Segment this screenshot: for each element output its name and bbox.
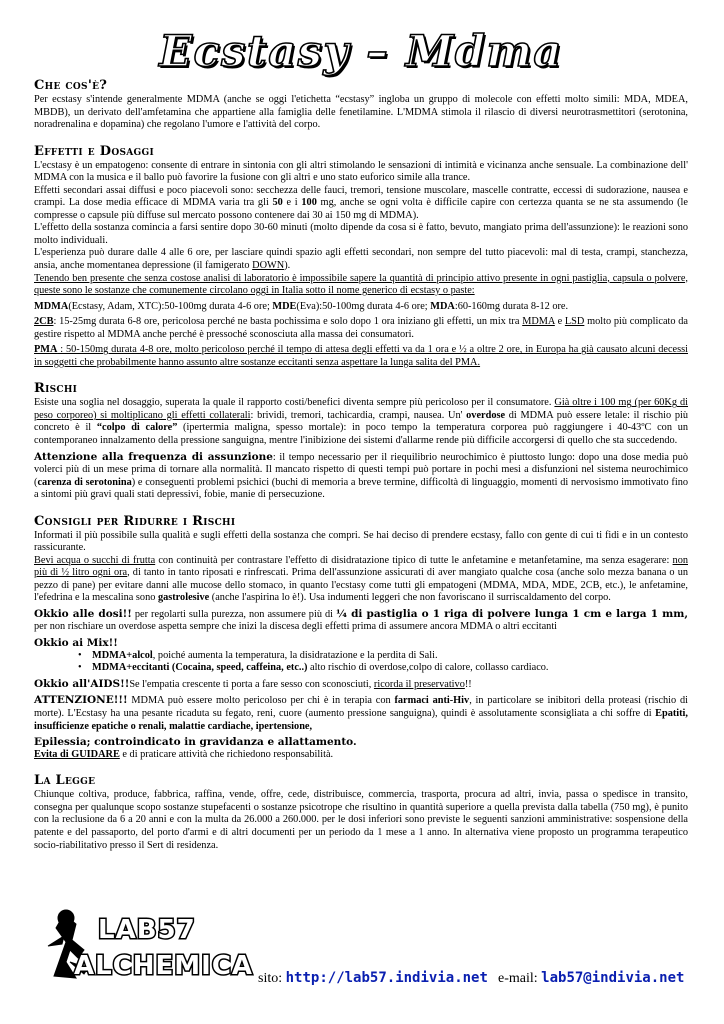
paragraph: L'effetto della sostanza comincia a farsi sentire dopo 30-60 minuti (molto dipende da cosa si è fatto, bevuto, mangiato prima dell'assunzione): le reazioni sono molto individuali. <box>34 222 688 246</box>
paragraph: Per ecstasy s'intende generalmente MDMA (anche se oggi l'etichetta “ecstasy” ingloba un gruppo di molecole con effetti molto simili: MDA, MDEA, MBDB), un derivato dell'amfetamina che appartiene alla famiglia delle fenetilamine. L'MDMA stimola il rilascio di diversi neurotrasmettitori (serotonina, noradrenalina e dopamina) che regolano l'umore e l'attività del corpo. <box>34 94 688 131</box>
paragraph: Epilessia; controindicato in gravidanza e allattamento. <box>34 736 357 749</box>
dose-mdma: MDMA(Ecstasy, Adam, XTC):50-100mg durata 4-6 ore; MDE(Eva):50-100mg durata 4-6 ore; MDA:60-160mg durata 8-12 ore. <box>34 300 569 312</box>
paragraph: Attenzione alla frequenza di assunzione: il tempo necessario per il riequilibrio neurochimico è piuttosto lungo: dopo una dose media può volerci più di un mese prima di tornare alla normalità. Il mancato rispetto di questi tempi può portare in pochi mesi a disfunzioni nel sistema neurochimico (carenza di serotonina) e conseguenti problemi psichici (buchi di memoria a breve termine, difficoltà di linguaggio, momenti di nervosismo immotivato fino a sintomi più gravi quali stati depressivi, fobie, manie di persecuzione. <box>34 450 689 501</box>
section-legge <box>34 774 688 852</box>
mix-heading: Okkio ai Mix!! <box>34 637 118 650</box>
email-line: e-mail: lab57@indivia.net <box>498 970 685 986</box>
logo-text-alchemica: ALCHEMICA <box>74 951 254 981</box>
dose-2cb: 2CB: 15-25mg durata 6-8 ore, pericolosa perché ne basta pochissima e solo dopo 1 ora iniziano gli effetti, un mix tra MDMA e LSD molto più complicato da gestire rispetto al MDMA anche perché è pressoché sconosciuta alla massa dei consumatori. <box>34 316 688 340</box>
section-heading: Che cos'è? <box>34 78 108 94</box>
paragraph: Effetti secondari assai diffusi e poco piacevoli sono: secchezza delle fauci, tremori, tensione muscolare, mascelle contratte, eccessi di sudorazione, nausea e crampi. La dose media efficace di MDMA varia tra gli 50 e i 100 mg, anche se ogni volta è difficile capire con certezza quanta se ne sta assumendo (le compresse o capsule più diffuse sul mercato possono contenere dai 30 ai 150 mg di MDMA). <box>34 184 688 221</box>
email-link[interactable]: lab57@indivia.net <box>541 970 685 986</box>
paragraph: Evita di GUIDARE e di praticare attività che richiedono responsabilità. <box>34 748 334 760</box>
lab57-alchemica-logo <box>36 906 254 986</box>
page-title: Ecstasy – Mdma <box>159 27 563 77</box>
section-heading: Rischi <box>34 381 78 397</box>
paragraph: Chiunque coltiva, produce, fabbrica, raffina, vende, offre, cede, distribuisce, commercia, trasporta, procura ad altri, invia, passa o spedisce in transito, consegna per qualunque scopo sostanze stupefacenti o sostanze psicotrope che risultino in quantità superiore a quella prevista dalla tabella (750 mg), è punito con la reclusione da 6 a 20 anni e con la multa da 26.000 a 260.000. per le dosi inferiori sono previste le seguenti sanzioni amministrative: sospensione della patente e del passaporto, del porto d'armi e di altri documenti per un periodo da 1 mese a 1 anno. In alternativa viene proposto un programma terapeutico socio-riabilitativo presso il Sert di residenza. <box>34 789 688 851</box>
footer <box>36 906 696 990</box>
paragraph: Esiste una soglia nel dosaggio, superata la quale il rapporto costi/benefici diventa sempre più pericoloso per il consumatore. Già oltre i 100 mg (per 60Kg di peso corporeo) si moltiplicano gli effetti collaterali: brividi, tremori, tachicardia, crampi, nausea. Un' overdose di MDMA può essere letale: il rischio più concreto è il “colpo di calore” (ipertermia maligna, spesso mortale): in poco tempo la temperatura corporea può raggiungere i 40-43ºC con un contemporaneo innalzamento della pressione sanguigna, mentre l'inibizione dei sistemi d'allarme rende più difficile accorgersi di quello che sta succedendo. <box>34 397 689 446</box>
list-item: • MDMA+alcol, poiché aumenta la temperatura, la disidratazione e la perdita di Sali. <box>92 650 688 663</box>
paragraph: Okkio all'AIDS!!Se l'empatia crescente ti porta a fare sesso con sconosciuti, ricorda il preservativo!! <box>34 677 472 690</box>
paragraph: Tenendo ben presente che senza costose analisi di laboratorio è impossibile sapere la quantità di principio attivo presente in ogni pastiglia, capsula o polvere, queste sono le sostanze che comunemente circolano oggi in Italia sotto il nome generico di ecstasy o paste: <box>34 272 688 297</box>
paragraph: Okkio alle dosi!! per regolarti sulla purezza, non assumere più di ¼ di pastiglia o 1 riga di polvere lunga 1 cm e larga 1 mm, per non rischiare un overdose aspetta sempre che inizi la discesa degli effetti prima di assumere ancora MDMA o altri eccitanti <box>34 607 688 633</box>
paragraph: L'esperienza può durare dalle 4 alle 6 ore, per lasciare quindi spazio agli effetti secondari, non sempre del tutto piacevoli: mal di testa, crampi, stanchezza, ansia, anche momentanea depressione (il famigerato DOWN). <box>34 247 688 272</box>
section-consigli <box>34 515 688 762</box>
section-heading: La Legge <box>34 773 96 789</box>
paragraph: Informati il più possibile sulla qualità e sugli effetti della sostanza che compri. Se hai deciso di prendere ecstasy, fallo con gente di cui ti fidi e in un contesto rassicurante. <box>34 529 688 554</box>
site-line: sito: http://lab57.indivia.net <box>258 970 488 986</box>
section-effetti-dosaggi <box>34 145 688 370</box>
section-rischi <box>34 382 688 501</box>
paragraph: Bevi acqua o succhi di frutta con continuità per contrastare l'effetto di disidratazione tipico di tutte le anfetamine e metanfetamine, ma senza esagerare: non più di ½ litro ogni ora, di tanto in tanto riposati e rinfrescati. Prima dell'assunzione assicurati di aver mangiato qualche cosa (anche solo mezza banana o un pezzo di pane) per evitare danni alle mucose dello stomaco, in quanto l'ecstasy come tutti gli empatogeni (MDMA, MDA, MDE, 2CB, etc.), le anfetamine, l'efedrina e la mescalina sono gastrolesive (anche l'aspirina lo è!). Usa indumenti leggeri che non favoriscano il surriscaldamento del corpo. <box>34 554 688 604</box>
paragraph: L'ecstasy è un empatogeno: consente di entrare in sintonia con gli altri stimolando le sensazioni di intimità e vicinanza anche sensuale. La combinazione dell' MDMA con la musica e il ballo può favorire la fusione con gli altri e uno stato euforico simile alla trance. <box>34 159 688 184</box>
section-heading: Consigli per Ridurre i Rischi <box>34 513 236 529</box>
list-item: • MDMA+eccitanti (Cocaina, speed, caffeina, etc..) alto rischio di overdose,colpo di calore, collasso cardiaco. <box>92 662 688 675</box>
section-che-cos-e <box>34 79 688 132</box>
mix-list <box>34 650 688 675</box>
paragraph: ATTENZIONE!!! MDMA può essere molto pericoloso per chi è in terapia con farmaci anti-Hiv, in particolare se inibitori della proteasi (rischio di morte). L'Ecstasy ha una pesante ricaduta su fegato, reni, cuore (aumento pressione sanguigna), quindi è assolutamente sconsigliata a chi soffre di Epatiti, insufficienze epatiche o renali, malattie cardiache, ipertensione, <box>34 694 688 732</box>
logo-text-lab57: LAB57 <box>98 915 196 945</box>
section-heading: Effetti e Dosaggi <box>34 143 155 159</box>
document-page <box>34 27 689 865</box>
dose-pma: PMA : 50-150mg durata 4-8 ore, molto pericoloso perché il tempo di attesa degli effetti va da 1 ora e ½ a oltre 2 ore, in Europa ha già causato alcuni decessi in soggetti che probabilmente hanno assunto altre sostanze eccitanti senza aspettare la lunga salita del PMA. <box>34 344 688 368</box>
site-link[interactable]: http://lab57.indivia.net <box>285 970 488 986</box>
